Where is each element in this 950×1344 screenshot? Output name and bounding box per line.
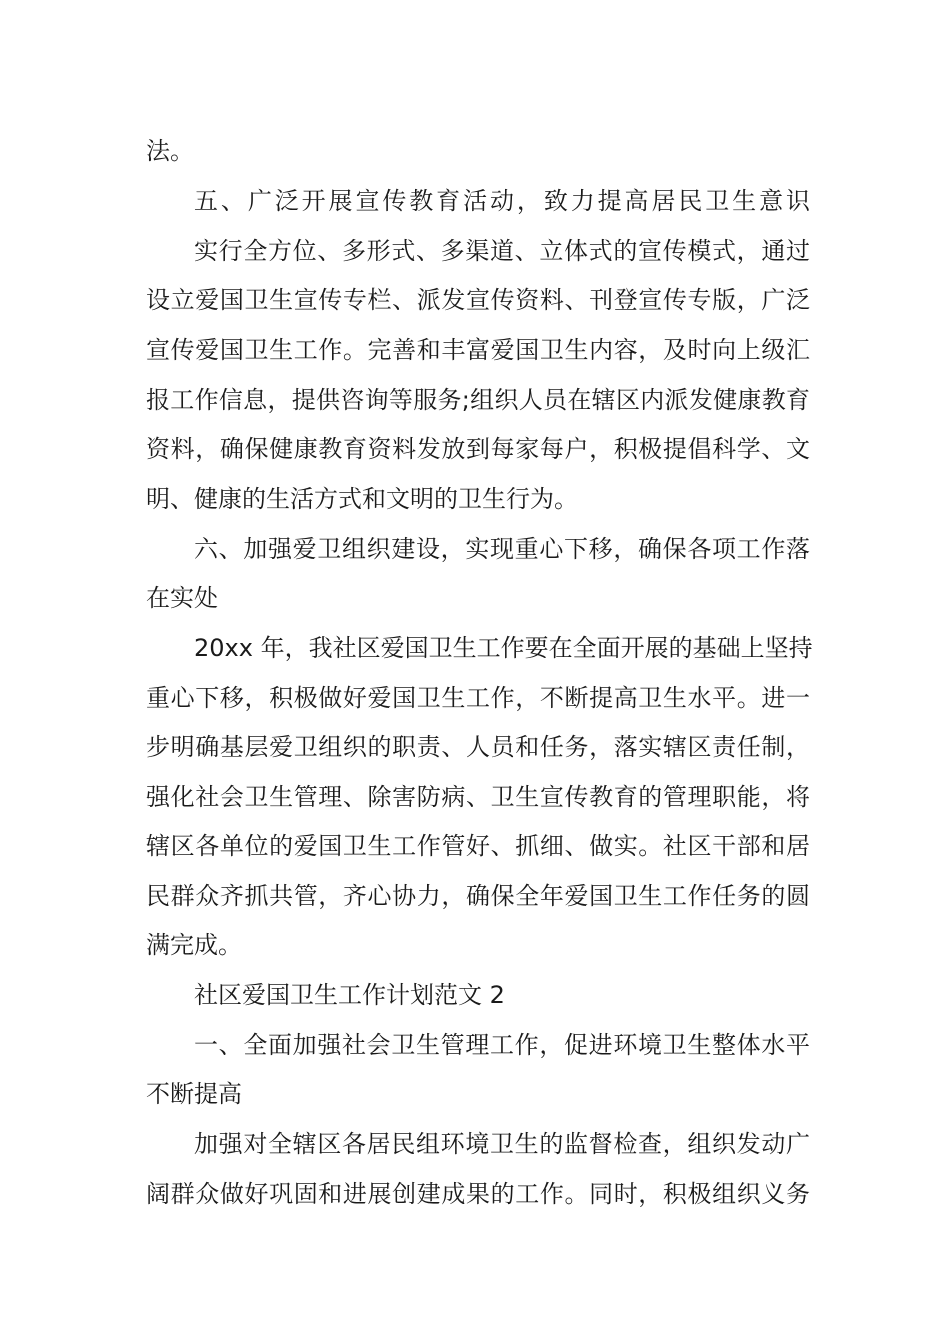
section-heading: 五、广泛开展宣传教育活动，致力提高居民卫生意识: [194, 187, 810, 215]
text-line: 民群众齐抓共管，齐心协力，确保全年爱国卫生工作任务的圆: [146, 882, 810, 910]
section-heading: 一、全面加强社会卫生管理工作，促进环境卫生整体水平: [194, 1031, 810, 1059]
text-line: 法。: [146, 137, 194, 165]
section-heading-continued: 不断提高: [146, 1080, 242, 1108]
section-heading: 六、加强爱卫组织建设，实现重心下移，确保各项工作落: [194, 535, 810, 563]
text-line: 重心下移，积极做好爱国卫生工作，不断提高卫生水平。进一: [146, 684, 810, 712]
section-heading-continued: 在实处: [146, 584, 218, 612]
text-line: 实行全方位、多形式、多渠道、立体式的宣传模式，通过: [194, 237, 810, 265]
text-line: 设立爱国卫生宣传专栏、派发宣传资料、刊登宣传专版，广泛: [146, 286, 810, 314]
text-line: 阔群众做好巩固和进展创建成果的工作。同时，积极组织义务: [146, 1180, 810, 1208]
text-line: 加强对全辖区各居民组环境卫生的监督检查，组织发动广: [194, 1130, 810, 1158]
text-line: 步明确基层爱卫组织的职责、人员和任务，落实辖区责任制，: [146, 733, 810, 761]
text-line: 辖区各单位的爱国卫生工作管好、抓细、做实。社区干部和居: [146, 832, 810, 860]
text-line: 明、健康的生活方式和文明的卫生行为。: [146, 485, 578, 513]
text-line: 满完成。: [146, 931, 242, 959]
article-title: 社区爱国卫生工作计划范文 2: [194, 981, 505, 1009]
text-line: 20xx 年，我社区爱国卫生工作要在全面开展的基础上坚持: [194, 634, 813, 662]
text-line: 强化社会卫生管理、除害防病、卫生宣传教育的管理职能，将: [146, 783, 810, 811]
text-line: 宣传爱国卫生工作。完善和丰富爱国卫生内容，及时向上级汇: [146, 336, 810, 364]
text-line: 资料，确保健康教育资料发放到每家每户，积极提倡科学、文: [146, 435, 810, 463]
text-line: 报工作信息，提供咨询等服务;组织人员在辖区内派发健康教育: [146, 386, 810, 414]
